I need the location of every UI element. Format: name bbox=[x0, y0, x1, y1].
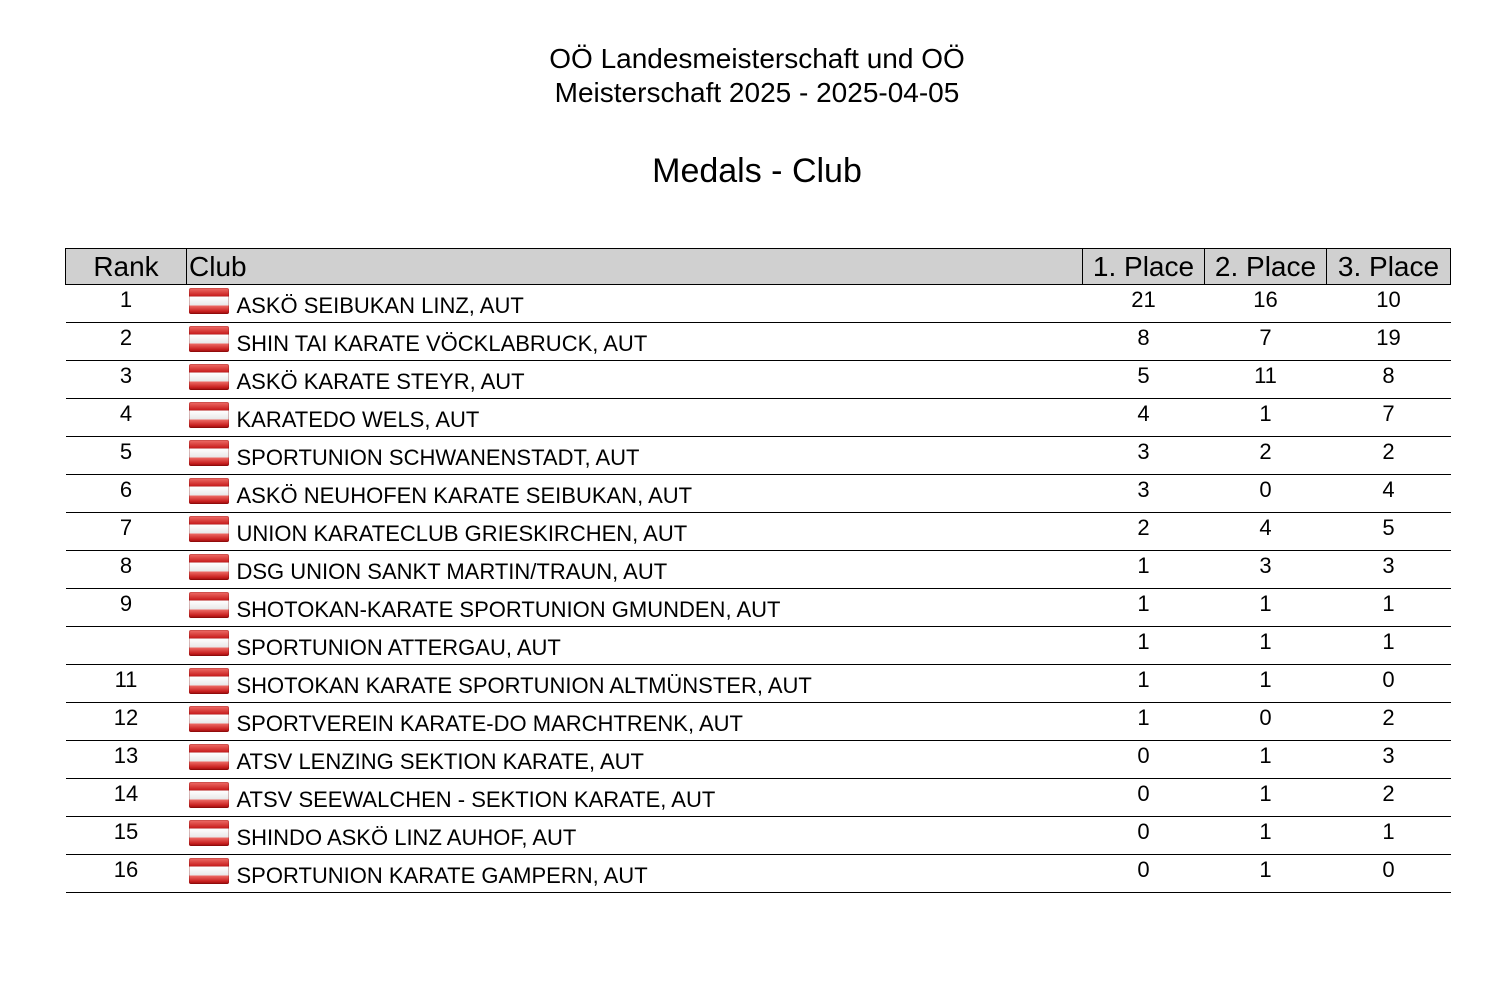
club-name: KARATEDO WELS, AUT bbox=[236, 407, 480, 432]
rank-cell: 4 bbox=[66, 399, 187, 437]
place2-count: 11 bbox=[1205, 361, 1327, 399]
place1-count: 1 bbox=[1083, 627, 1205, 665]
place2-count: 0 bbox=[1205, 475, 1327, 513]
place2-count: 1 bbox=[1205, 399, 1327, 437]
table-row bbox=[66, 285, 1451, 323]
club-cell bbox=[187, 551, 1083, 589]
austria-flag-icon bbox=[189, 782, 229, 808]
table-row bbox=[66, 513, 1451, 551]
club-name: ATSV SEEWALCHEN - SEKTION KARATE, AUT bbox=[236, 787, 716, 812]
place3-count: 5 bbox=[1327, 513, 1451, 551]
place3-count: 10 bbox=[1327, 285, 1451, 323]
page-subtitle: Medals - Club bbox=[652, 152, 862, 190]
table-row bbox=[66, 551, 1451, 589]
club-cell bbox=[187, 703, 1083, 741]
club-name: SHOTOKAN-KARATE SPORTUNION GMUNDEN, AUT bbox=[236, 597, 781, 622]
rank-cell: 16 bbox=[66, 855, 187, 893]
place2-count: 2 bbox=[1205, 437, 1327, 475]
column-header-club: Club bbox=[187, 249, 1083, 285]
table-body bbox=[66, 285, 1451, 893]
club-name: SPORTUNION ATTERGAU, AUT bbox=[236, 635, 561, 660]
column-header-place3: 3. Place bbox=[1327, 249, 1451, 285]
austria-flag-icon bbox=[189, 478, 229, 504]
place3-count: 3 bbox=[1327, 551, 1451, 589]
austria-flag-icon bbox=[189, 288, 229, 314]
club-cell bbox=[187, 475, 1083, 513]
austria-flag-icon bbox=[189, 516, 229, 542]
place3-count: 7 bbox=[1327, 399, 1451, 437]
austria-flag-icon bbox=[189, 440, 229, 466]
austria-flag-icon bbox=[189, 668, 229, 694]
rank-cell bbox=[66, 627, 187, 665]
club-cell bbox=[187, 627, 1083, 665]
table-header bbox=[66, 249, 1451, 285]
club-name: SPORTUNION SCHWANENSTADT, AUT bbox=[236, 445, 640, 470]
place1-count: 3 bbox=[1083, 437, 1205, 475]
place3-count: 2 bbox=[1327, 703, 1451, 741]
rank-cell: 8 bbox=[66, 551, 187, 589]
title-line-1: OÖ Landesmeisterschaft und OÖ bbox=[549, 43, 965, 74]
club-cell bbox=[187, 589, 1083, 627]
table-row bbox=[66, 361, 1451, 399]
place3-count: 1 bbox=[1327, 589, 1451, 627]
club-name: ASKÖ SEIBUKAN LINZ, AUT bbox=[236, 293, 524, 318]
table-row bbox=[66, 589, 1451, 627]
place3-count: 0 bbox=[1327, 665, 1451, 703]
document-title bbox=[0, 42, 1500, 110]
club-cell bbox=[187, 513, 1083, 551]
place3-count: 8 bbox=[1327, 361, 1451, 399]
place2-count: 1 bbox=[1205, 855, 1327, 893]
rank-cell: 15 bbox=[66, 817, 187, 855]
table-row bbox=[66, 627, 1451, 665]
place1-count: 8 bbox=[1083, 323, 1205, 361]
place3-count: 2 bbox=[1327, 437, 1451, 475]
place2-count: 0 bbox=[1205, 703, 1327, 741]
rank-cell: 2 bbox=[66, 323, 187, 361]
place1-count: 4 bbox=[1083, 399, 1205, 437]
medals-table bbox=[65, 248, 1451, 893]
rank-cell: 1 bbox=[66, 285, 187, 323]
club-name: DSG UNION SANKT MARTIN/TRAUN, AUT bbox=[236, 559, 668, 584]
club-cell bbox=[187, 855, 1083, 893]
club-name: UNION KARATECLUB GRIESKIRCHEN, AUT bbox=[236, 521, 688, 546]
club-name: SHINDO ASKÖ LINZ AUHOF, AUT bbox=[236, 825, 577, 850]
table-row bbox=[66, 741, 1451, 779]
club-cell bbox=[187, 323, 1083, 361]
austria-flag-icon bbox=[189, 326, 229, 352]
club-name: SPORTVEREIN KARATE-DO MARCHTRENK, AUT bbox=[236, 711, 743, 736]
table-row bbox=[66, 779, 1451, 817]
rank-cell: 7 bbox=[66, 513, 187, 551]
column-header-place1: 1. Place bbox=[1083, 249, 1205, 285]
rank-cell: 5 bbox=[66, 437, 187, 475]
table-row bbox=[66, 475, 1451, 513]
club-cell bbox=[187, 665, 1083, 703]
place1-count: 1 bbox=[1083, 551, 1205, 589]
place3-count: 3 bbox=[1327, 741, 1451, 779]
place1-count: 5 bbox=[1083, 361, 1205, 399]
place1-count: 0 bbox=[1083, 817, 1205, 855]
rank-cell: 6 bbox=[66, 475, 187, 513]
place2-count: 7 bbox=[1205, 323, 1327, 361]
table-row bbox=[66, 399, 1451, 437]
austria-flag-icon bbox=[189, 592, 229, 618]
place2-count: 1 bbox=[1205, 817, 1327, 855]
place1-count: 1 bbox=[1083, 665, 1205, 703]
place3-count: 1 bbox=[1327, 817, 1451, 855]
table-row bbox=[66, 703, 1451, 741]
club-cell bbox=[187, 437, 1083, 475]
column-header-place2: 2. Place bbox=[1205, 249, 1327, 285]
place3-count: 0 bbox=[1327, 855, 1451, 893]
place2-count: 1 bbox=[1205, 627, 1327, 665]
place2-count: 16 bbox=[1205, 285, 1327, 323]
place2-count: 1 bbox=[1205, 779, 1327, 817]
rank-cell: 3 bbox=[66, 361, 187, 399]
austria-flag-icon bbox=[189, 554, 229, 580]
column-header-rank: Rank bbox=[66, 249, 187, 285]
club-name: ATSV LENZING SEKTION KARATE, AUT bbox=[236, 749, 644, 774]
place1-count: 21 bbox=[1083, 285, 1205, 323]
place2-count: 3 bbox=[1205, 551, 1327, 589]
place2-count: 1 bbox=[1205, 665, 1327, 703]
club-name: ASKÖ NEUHOFEN KARATE SEIBUKAN, AUT bbox=[236, 483, 693, 508]
place1-count: 3 bbox=[1083, 475, 1205, 513]
austria-flag-icon bbox=[189, 706, 229, 732]
rank-cell: 13 bbox=[66, 741, 187, 779]
rank-cell: 12 bbox=[66, 703, 187, 741]
rank-cell: 14 bbox=[66, 779, 187, 817]
place1-count: 0 bbox=[1083, 779, 1205, 817]
place2-count: 1 bbox=[1205, 741, 1327, 779]
place1-count: 2 bbox=[1083, 513, 1205, 551]
place1-count: 0 bbox=[1083, 855, 1205, 893]
club-name: SPORTUNION KARATE GAMPERN, AUT bbox=[236, 863, 648, 888]
place3-count: 4 bbox=[1327, 475, 1451, 513]
rank-cell: 9 bbox=[66, 589, 187, 627]
club-name: ASKÖ KARATE STEYR, AUT bbox=[236, 369, 525, 394]
place1-count: 0 bbox=[1083, 741, 1205, 779]
place2-count: 1 bbox=[1205, 589, 1327, 627]
austria-flag-icon bbox=[189, 630, 229, 656]
table-row bbox=[66, 665, 1451, 703]
club-cell bbox=[187, 399, 1083, 437]
table-row bbox=[66, 437, 1451, 475]
club-name: SHIN TAI KARATE VÖCKLABRUCK, AUT bbox=[236, 331, 648, 356]
club-cell bbox=[187, 361, 1083, 399]
austria-flag-icon bbox=[189, 744, 229, 770]
table-row bbox=[66, 855, 1451, 893]
club-cell bbox=[187, 285, 1083, 323]
place1-count: 1 bbox=[1083, 703, 1205, 741]
club-cell bbox=[187, 817, 1083, 855]
club-cell bbox=[187, 779, 1083, 817]
place1-count: 1 bbox=[1083, 589, 1205, 627]
club-name: SHOTOKAN KARATE SPORTUNION ALTMÜNSTER, AUT bbox=[236, 673, 812, 698]
place3-count: 19 bbox=[1327, 323, 1451, 361]
austria-flag-icon bbox=[189, 402, 229, 428]
club-cell bbox=[187, 741, 1083, 779]
table-row bbox=[66, 323, 1451, 361]
place3-count: 2 bbox=[1327, 779, 1451, 817]
rank-cell: 11 bbox=[66, 665, 187, 703]
austria-flag-icon bbox=[189, 364, 229, 390]
austria-flag-icon bbox=[189, 858, 229, 884]
austria-flag-icon bbox=[189, 820, 229, 846]
place2-count: 4 bbox=[1205, 513, 1327, 551]
table-row bbox=[66, 817, 1451, 855]
place3-count: 1 bbox=[1327, 627, 1451, 665]
title-line-2: Meisterschaft 2025 - 2025-04-05 bbox=[554, 77, 960, 108]
